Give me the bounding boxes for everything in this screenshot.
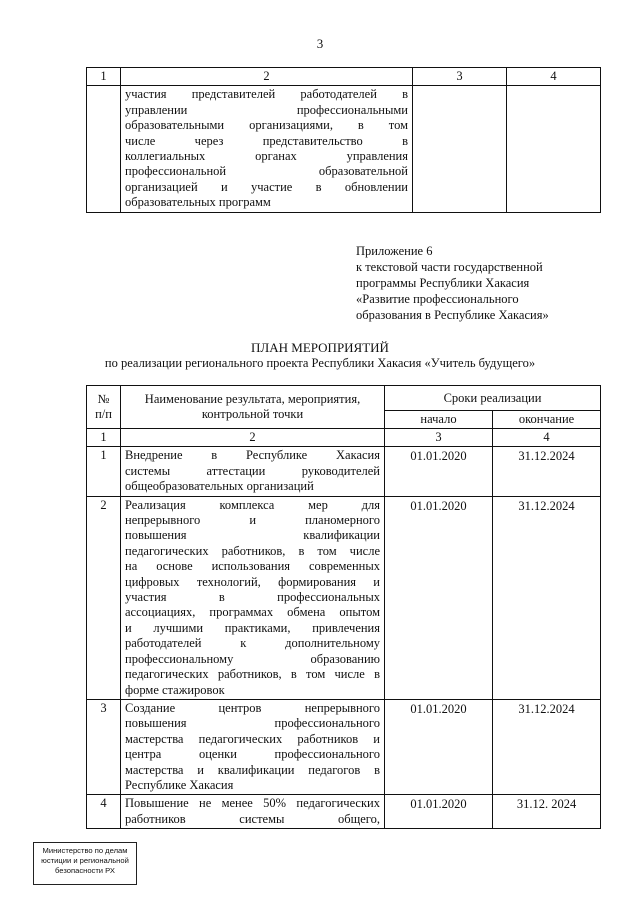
page-number: 3 [316,36,324,51]
end-date: 31.12.2024 [493,447,601,496]
table-header-row [87,386,601,411]
column-number-3: 3 [413,68,507,86]
column-number-4: 4 [493,429,601,447]
text-line: на основе использования современных [125,559,380,574]
text-line: мастерства педагогических работников и [125,731,380,746]
row-text [121,795,385,829]
text-line: работодателей к дополнительному [125,636,380,651]
column-number-3: 3 [385,429,493,447]
row-number: 3 [87,699,121,794]
column-number-2: 2 [121,68,413,86]
column-number-4: 4 [507,68,601,86]
continuation-table [86,67,601,213]
text-line: организацией и участие в обновлении [125,179,408,194]
text-line: непрерывного и планомерного [125,513,380,528]
appendix-line: «Развитие профессионального [356,292,519,306]
text-line: Республике Хакасия [125,777,234,792]
end-date: 31.12.2024 [493,699,601,794]
column-number-2: 2 [121,429,385,447]
text-line: цифровых технологий, формирования и [125,574,380,589]
start-date: 01.01.2020 [385,699,493,794]
text-line: образовательных программ [125,195,271,210]
row-number: 4 [87,795,121,829]
text-line: коллегиальных органах управления [125,149,408,164]
stamp-line: юстиции и региональной [41,856,129,865]
text-line: педагогических работников, в том числе в [125,667,380,682]
start-date: 01.01.2020 [385,447,493,496]
column-number-1: 1 [87,429,121,447]
header-name: Наименование результата, мероприятия, контрольной точки [121,386,385,429]
table-row [87,699,601,794]
text-line: Внедрение в Республике Хакасия [125,448,380,463]
header-end: окончание [493,411,601,429]
text-line: управлении профессиональными [125,102,408,117]
text-line: работников системы общего, [125,811,380,826]
text-line: профессиональной образовательной [125,164,408,179]
table-row [87,447,601,496]
text-line: системы аттестации руководителей [125,463,380,478]
empty-cell [413,86,507,212]
text-line: ассоциациях, программах обмена опытом [125,605,380,620]
header-number: № п/п [87,386,121,429]
text-line: образовательными организациями, в том [125,118,408,133]
empty-cell [87,86,121,212]
text-line: общеобразовательных организаций [125,479,314,494]
row-text [121,699,385,794]
start-date: 01.01.2020 [385,795,493,829]
text-line: повышения профессионального [125,716,380,731]
appendix-line: Приложение 6 [356,244,433,258]
text-line: Создание центров непрерывного [125,700,380,715]
text-line: профессиональному образованию [125,651,380,666]
column-number-row [87,429,601,447]
row-text [121,496,385,699]
end-date: 31.12.2024 [493,496,601,699]
row-number: 2 [87,496,121,699]
stamp-line: Министерство по делам [42,846,128,855]
start-date: 01.01.2020 [385,496,493,699]
empty-cell [507,86,601,212]
appendix-line: к текстовой части государственной [356,260,543,274]
table-row [87,86,601,212]
text-line: педагогических работников, в том числе [125,543,380,558]
plan-subtitle: по реализации регионального проекта Республики Хакасия «Учитель будущего» [104,356,536,370]
header-start: начало [385,411,493,429]
text-line: числе через представительство в [125,133,408,148]
text-line: форме стажировок [125,682,225,697]
table-header-row [87,68,601,86]
row-number: 1 [87,447,121,496]
text-line: центра оценки профессионального [125,747,380,762]
appendix-line: программы Республики Хакасия [356,276,530,290]
end-date: 31.12. 2024 [493,795,601,829]
text-line: участия представителей работодателей в [125,87,408,102]
text-line: и лучшими практиками, привлечения [125,620,380,635]
row-text [121,86,413,212]
appendix-line: образования в Республике Хакасия» [356,308,549,322]
registration-stamp [33,842,137,885]
column-number-1: 1 [87,68,121,86]
table-row [87,795,601,829]
row-text [121,447,385,496]
table-row [87,496,601,699]
text-line: повышения квалификации [125,528,380,543]
header-dates: Сроки реализации [385,386,601,411]
plan-table [86,385,601,829]
plan-title: ПЛАН МЕРОПРИЯТИЙ [251,340,389,355]
stamp-line: безопасности РХ [55,866,115,875]
appendix-note [356,243,596,323]
text-line: Повышение не менее 50% педагогических [125,796,380,811]
text-line: участия в профессиональных [125,590,380,605]
text-line: Реализация комплекса мер для [125,497,380,512]
text-line: мастерства и квалификации педагогов в [125,762,380,777]
